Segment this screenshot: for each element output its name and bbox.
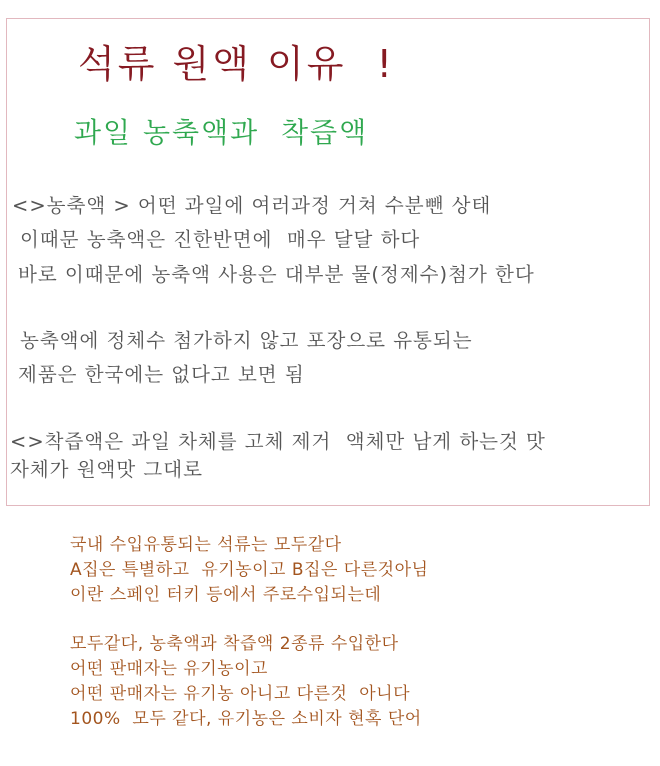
- body-line-concentrate-definition: <>농축액 > 어떤 과일에 여러과정 거쳐 수분뺀 상태: [12, 194, 492, 217]
- page-subtitle: 과일 농축액과 착즙액: [74, 116, 369, 149]
- body-line-juice-definition: <>착즙액은 과일 차체를 고체 제거 액체만 남게 하는것 맛: [10, 430, 546, 453]
- note-line-3: 이란 스페인 터키 등에서 주로수입되는데: [70, 585, 382, 605]
- note-line-5: 어떤 판매자는 유기농이고: [70, 659, 268, 679]
- body-line-water-added: 바로 이때문에 농축액 사용은 대부분 물(정제수)첨가 한다: [18, 263, 535, 286]
- note-line-6: 어떤 판매자는 유기농 아니고 다른것 아니다: [70, 684, 411, 704]
- note-line-1: 국내 수입유통되는 석류는 모두같다: [70, 535, 342, 555]
- page-title: 석류 원액 이유 !: [78, 42, 395, 86]
- body-line-no-water-product: 농축액에 정체수 첨가하지 않고 포장으로 유통되는: [20, 329, 473, 352]
- note-line-7: 100% 모두 같다, 유기농은 소비자 현혹 단어: [70, 709, 422, 729]
- body-line-juice-taste: 자체가 원액맛 그대로: [10, 458, 203, 481]
- body-line-not-in-korea: 제품은 한국에는 없다고 보면 됨: [18, 363, 305, 386]
- body-line-concentrate-sweet: 이때문 농축액은 진한반면에 매우 달달 하다: [20, 228, 421, 251]
- note-line-2: A집은 특별하고 유기농이고 B집은 다른것아님: [70, 560, 429, 580]
- note-line-4: 모두같다, 농축액과 착즙액 2종류 수입한다: [70, 634, 399, 654]
